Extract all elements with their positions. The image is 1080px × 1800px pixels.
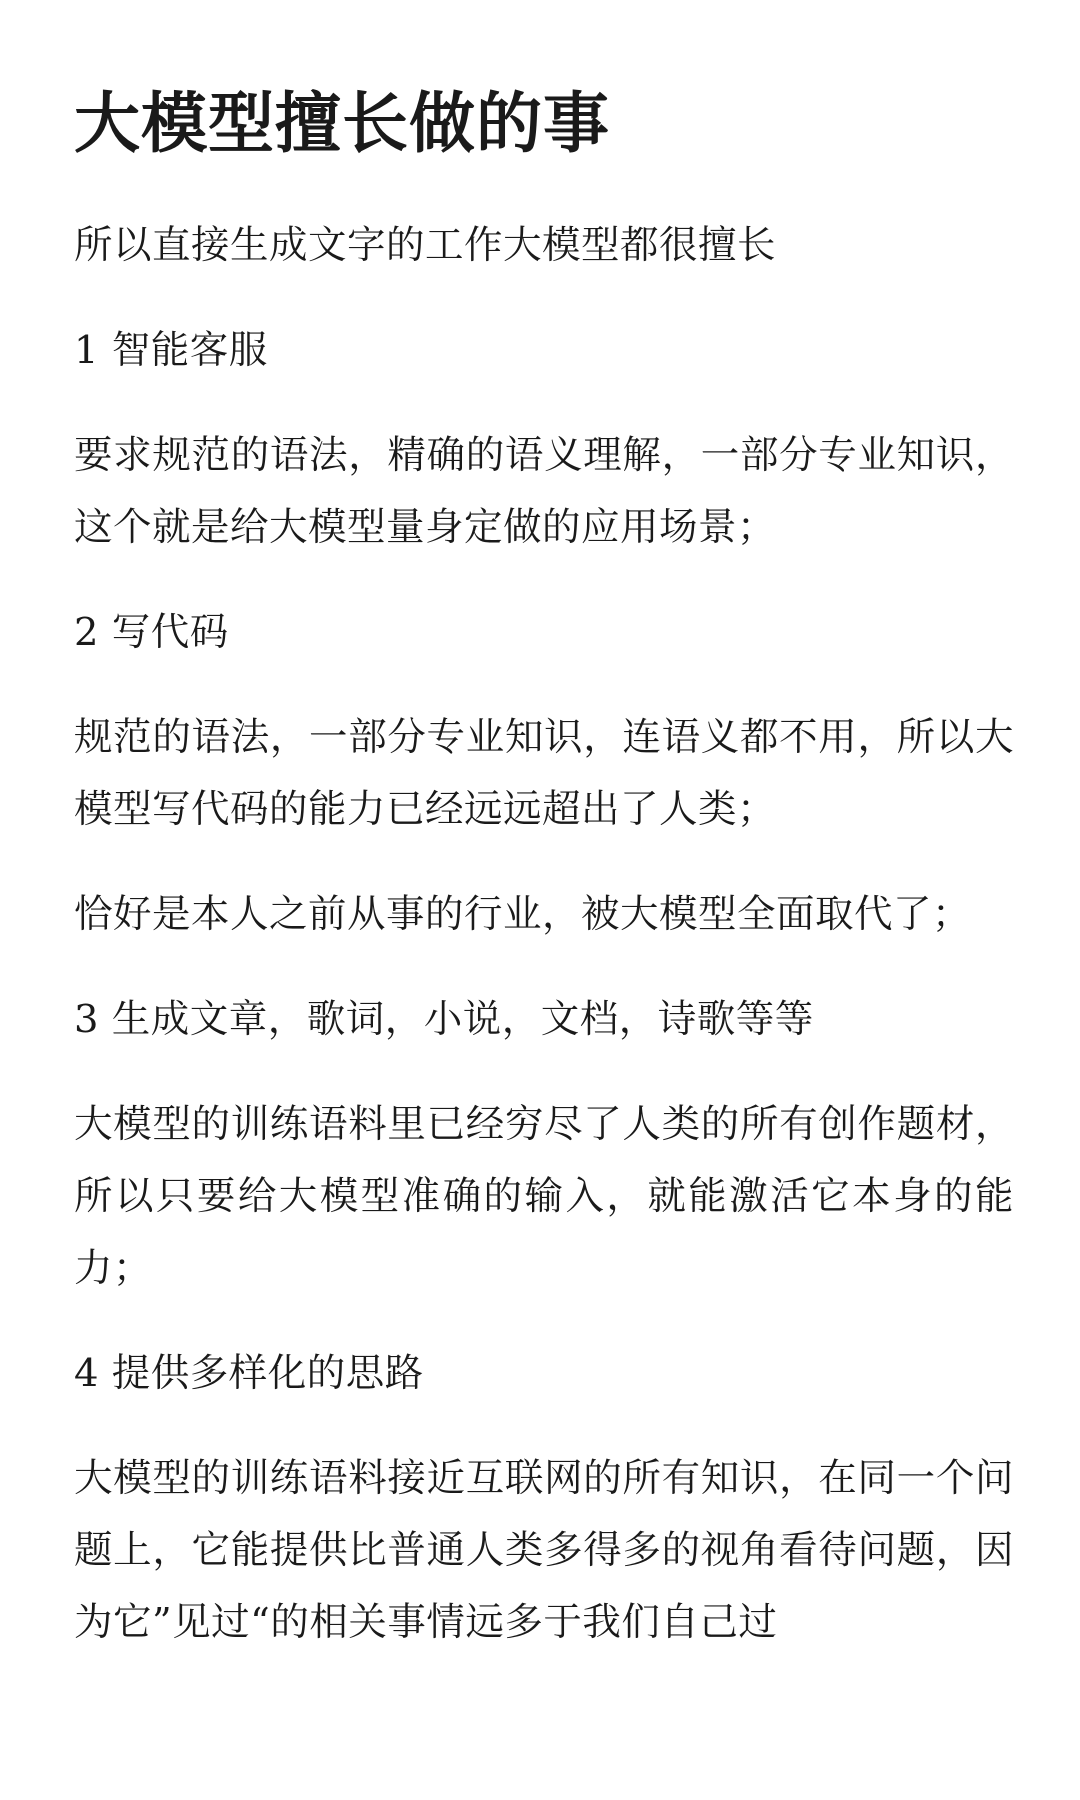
paragraph-ideas: 大模型的训练语料接近互联网的所有知识，在同一个问题上，它能提供比普通人类多得多的视角看待问题，因为它”见过“的相关事情远多于我们自己过 xyxy=(74,1456,1014,1645)
paragraph-coding-note: 恰好是本人之前从事的行业，被大模型全面取代了； xyxy=(74,892,972,937)
section-heading-coding: 2 写代码 xyxy=(74,610,229,655)
section-heading-customer-service: 1 智能客服 xyxy=(74,328,268,373)
paragraph-customer-service: 要求规范的语法，精确的语义理解，一部分专业知识，这个就是给大模型量身定做的应用场景； xyxy=(74,433,1014,550)
page-title: 大模型擅长做的事 xyxy=(74,85,610,162)
paragraph-writing: 大模型的训练语料里已经穷尽了人类的所有创作题材，所以只要给大模型准确的输入，就能激活它本身的能力； xyxy=(74,1102,1014,1291)
intro-paragraph: 所以直接生成文字的工作大模型都很擅长 xyxy=(74,223,777,268)
article-body xyxy=(74,0,1014,1659)
paragraph-coding: 规范的语法，一部分专业知识，连语义都不用，所以大模型写代码的能力已经远远超出了人类； xyxy=(74,715,1014,832)
section-heading-writing: 3 生成文章，歌词，小说，文档，诗歌等等 xyxy=(74,997,814,1042)
section-heading-ideas: 4 提供多样化的思路 xyxy=(74,1351,424,1396)
